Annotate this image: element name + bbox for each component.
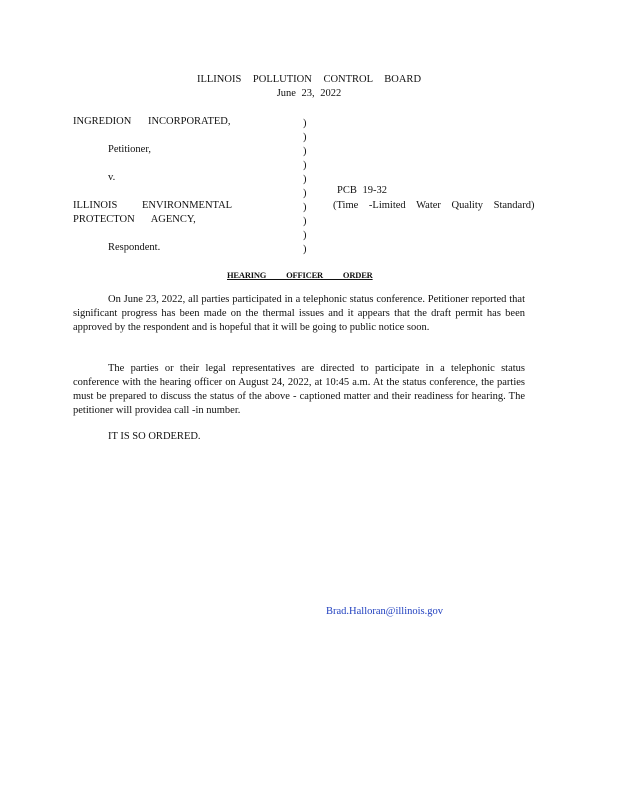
parenthesis: ) [303,160,307,171]
case-number: PCB 19-32 [337,185,387,196]
agency-title: ILLINOIS POLLUTION CONTROL BOARD [196,74,422,85]
signature-email-link[interactable]: Brad.Halloran@illinois.gov [326,606,443,617]
parenthesis: ) [303,202,307,213]
order-heading: HEARING OFFICER ORDER [227,270,373,280]
parenthesis: ) [303,230,307,241]
respondent-role: Respondent. [108,242,161,253]
case-type: (Time -Limited Water Quality Standard) [333,200,535,211]
versus-label: v. [108,172,116,183]
caption-parentheses [303,117,307,257]
parenthesis: ) [303,132,307,143]
parenthesis: ) [303,216,307,227]
parenthesis: ) [303,174,307,185]
petitioner-name: INGREDION INCORPORATED, [73,116,231,127]
respondent-name-line1: ILLINOIS ENVIRONMENTAL [73,200,233,211]
parenthesis: ) [303,188,307,199]
petitioner-role: Petitioner, [108,144,152,155]
respondent-name-line2: PROTECTON AGENCY, [73,214,196,225]
order-date: June 23, 2022 [276,88,342,99]
order-paragraph-1: On June 23, 2022, all parties participated in a telephonic status conference. Petitioner reported that significant progress has been made on the thermal issues and it appears that the draft permit has been approved by the respondent and is hopeful that it will be going to public notice soon. [73,294,525,333]
order-paragraph-2: The parties or their legal representatives are directed to participate in a telephonic status conference with the hearing officer on August 24, 2022, at 10:45 a.m. At the status conference, the parties must be prepared to discuss the status of the above - captioned matter and their readiness for hearing. The petitioner will providea call -in number. [73,363,525,416]
parenthesis: ) [303,146,307,157]
parenthesis: ) [303,118,307,129]
so-ordered-line: IT IS SO ORDERED. [108,431,201,442]
parenthesis: ) [303,244,307,255]
